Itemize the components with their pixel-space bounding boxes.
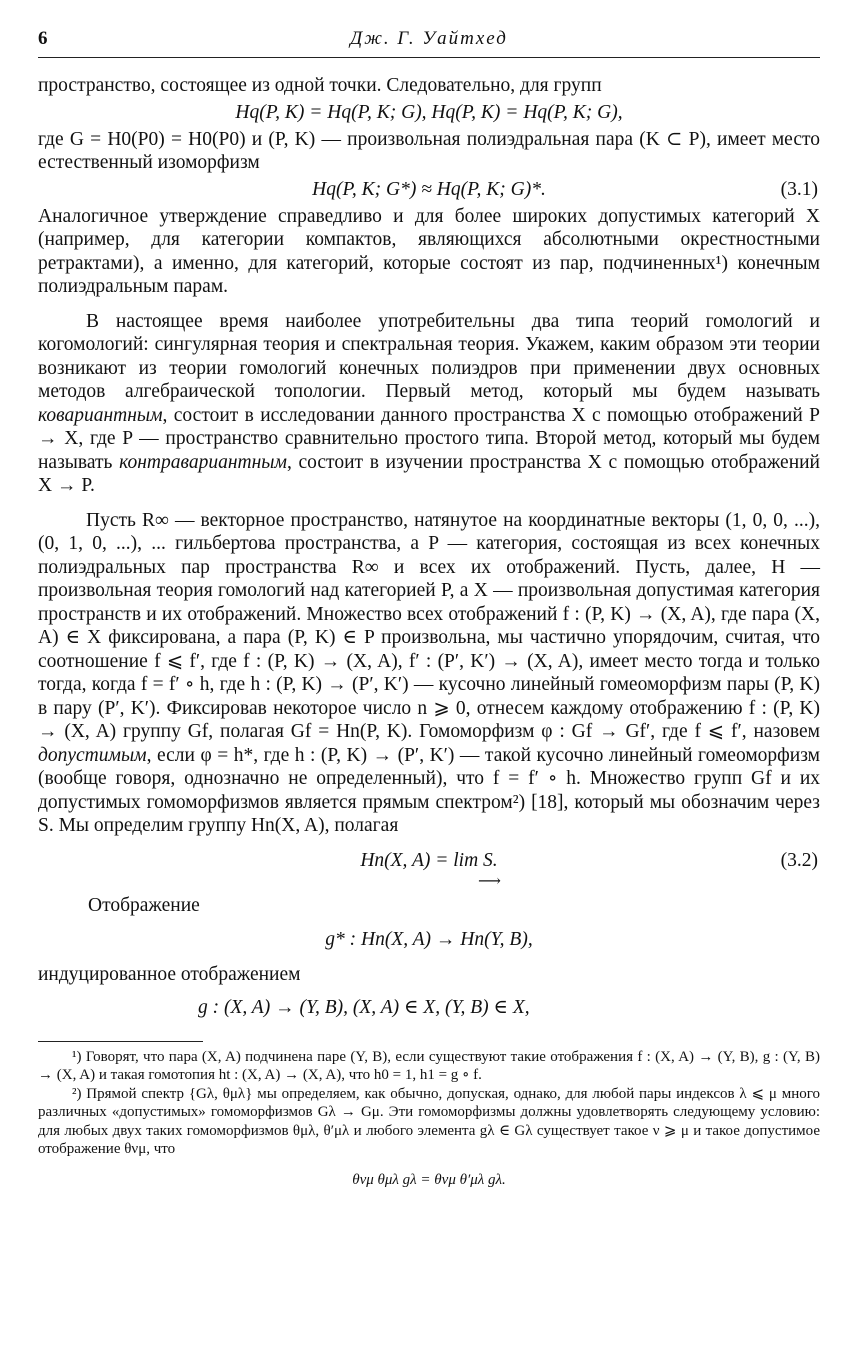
paragraph-2: где G = H0(P0) = H0(P0) и (P, K) — произвольная полиэдральная пара (K ⊂ P), имеет место естественный изоморфизм (38, 128, 820, 173)
equation-3-2-body: Hn(X, A) = lim S. (360, 849, 498, 871)
paragraph-4 (38, 310, 820, 498)
footnotes (38, 1048, 820, 1190)
equation-3-1 (38, 175, 820, 205)
paragraph-4-part-b: , состоит в исследовании данного пространства X с помощью отображений P → X, где P — пространство сравнительно простого типа. Второй метод, который мы будем называть (38, 404, 820, 473)
running-head: Дж. Г. Уайтхед (350, 28, 508, 49)
paragraph-6: Отображение (88, 894, 200, 916)
header-rule (38, 57, 820, 58)
equation-3-1-body: Hq(P, K; G*) ≈ Hq(P, K; G)*. (312, 178, 546, 200)
paragraph-5-part-b: , если φ = h*, где h : (P, K) → (P′, K′) — такой кусочно линейный гомеоморфизм (вообще говоря, однозначно не определенный), что f = f′ ∘ h. Множество групп Gf и их допустимых гомоморфизмов является прямым спектром²) [18], который мы обозначим через S. Мы определим группу Hn(X, A), полагая (38, 744, 820, 836)
paragraph-5-part-a: Пусть R∞ — векторное пространство, натянутое на координатные векторы (1, 0, 0, ...), (0, 1, 0, ...), ... гильбертова пространства, а P — категория, состоящая из всех конечных полиэдральных пар пространства R∞ и всех их отображений. Пусть, далее, H — произвольная теория гомологий над категорией P, а X — произвольная допустимая категория пространств и их отображений. Множество всех отображений f : (P, K) → (X, A), где пара (X, A) ∈ X фиксирована, а пара (P, K) ∈ P произвольна, мы частично упорядочим, считая, что соотношение f ⩽ f′, где f : (P, K) → (X, A), f′ : (P′, K′) → (X, A), имеет место тогда и только тогда, когда f = f′ ∘ h, где h : (P, K) → (P′, K′) — кусочно линейный гомеоморфизм пары (P, K) в пару (P′, K′). Фиксировав некоторое число n ⩾ 0, отнесем каждому отображению f : (P, K) → (X, A) группу Gf, полагая Gf = Hn(P, K). Гомоморфизм φ : Gf → Gf′, где f ⩽ f′, назовем (38, 509, 820, 742)
lim-arrow: ⟶ (478, 872, 501, 890)
equation-g-star: g* : Hn(X, A) → Hn(Y, B), (325, 929, 533, 950)
footnote-2: ²) Прямой спектр {Gλ, θμλ} мы определяем, как обычно, допуская, однако, для любой пары индексов λ ⩽ μ много различных «допустимых» гомоморфизмов Gλ → Gμ. Эти гомоморфизмы должны удовлетворять следующему условию: для любых двух таких гомоморфизмов θμλ, θ′μλ и любого элемента gλ ∈ Gλ существует такое ν ⩾ μ и такое допустимое отображение θνμ, что (38, 1085, 820, 1157)
footnote-rule (38, 1041, 203, 1042)
main-text (38, 74, 820, 1023)
page-header (38, 24, 820, 58)
term-contravariant: контравариантным (119, 451, 287, 473)
equation-3-2-number: (3.2) (780, 849, 818, 871)
equation-3-2 (38, 846, 820, 890)
paragraph-4-part-c: , состоит в изучении пространства X с помощью отображений X → P. (38, 451, 820, 496)
footnote-2-equation: θνμ θμλ gλ = θνμ θ′μλ gλ. (352, 1171, 506, 1188)
paragraph-4-part-a: В настоящее время наиболее употребительны два типа теорий гомологий и когомологий: сингулярная теория и спектральная теория. Укажем, каким образом эти теории возникают из теории гомологий конечных полиэдров при применении двух основных методов алгебраической топологии. Первый метод, который мы будем называть (38, 310, 820, 402)
equation-g: g : (X, A) → (Y, B), (X, A) ∈ X, (Y, B) ∈ X, (198, 996, 530, 1018)
equation-groups: Hq(P, K) = Hq(P, K; G), Hq(P, K) = Hq(P, K; G), (235, 101, 623, 123)
footnote-1: ¹) Говорят, что пара (X, A) подчинена паре (Y, B), если существуют такие отображения f : (X, A) → (Y, B), g : (Y, B) → (X, A) и такая гомотопия ht : (X, A) → (X, A), что h0 = 1, h1 = g ∘ f. (38, 1048, 820, 1083)
equation-3-1-number: (3.1) (780, 178, 818, 200)
paragraph-7: индуцированное отображением (38, 964, 301, 985)
paragraph-5 (38, 509, 820, 838)
term-covariant: ковариантным (38, 404, 163, 426)
paragraph-3: Аналогичное утверждение справедливо и для более широких допустимых категорий X (например, для категории компактов, являющихся абсолютными окрестностными ретрактами), а именно, для категорий, которые состоят из пар, подчиненных¹) конечным полиэдральным парам. (38, 205, 820, 297)
page-number: 6 (38, 28, 48, 49)
paragraph-1: пространство, состоящее из одной точки. Следовательно, для групп (38, 75, 602, 96)
term-admissible: допустимым (38, 744, 147, 766)
